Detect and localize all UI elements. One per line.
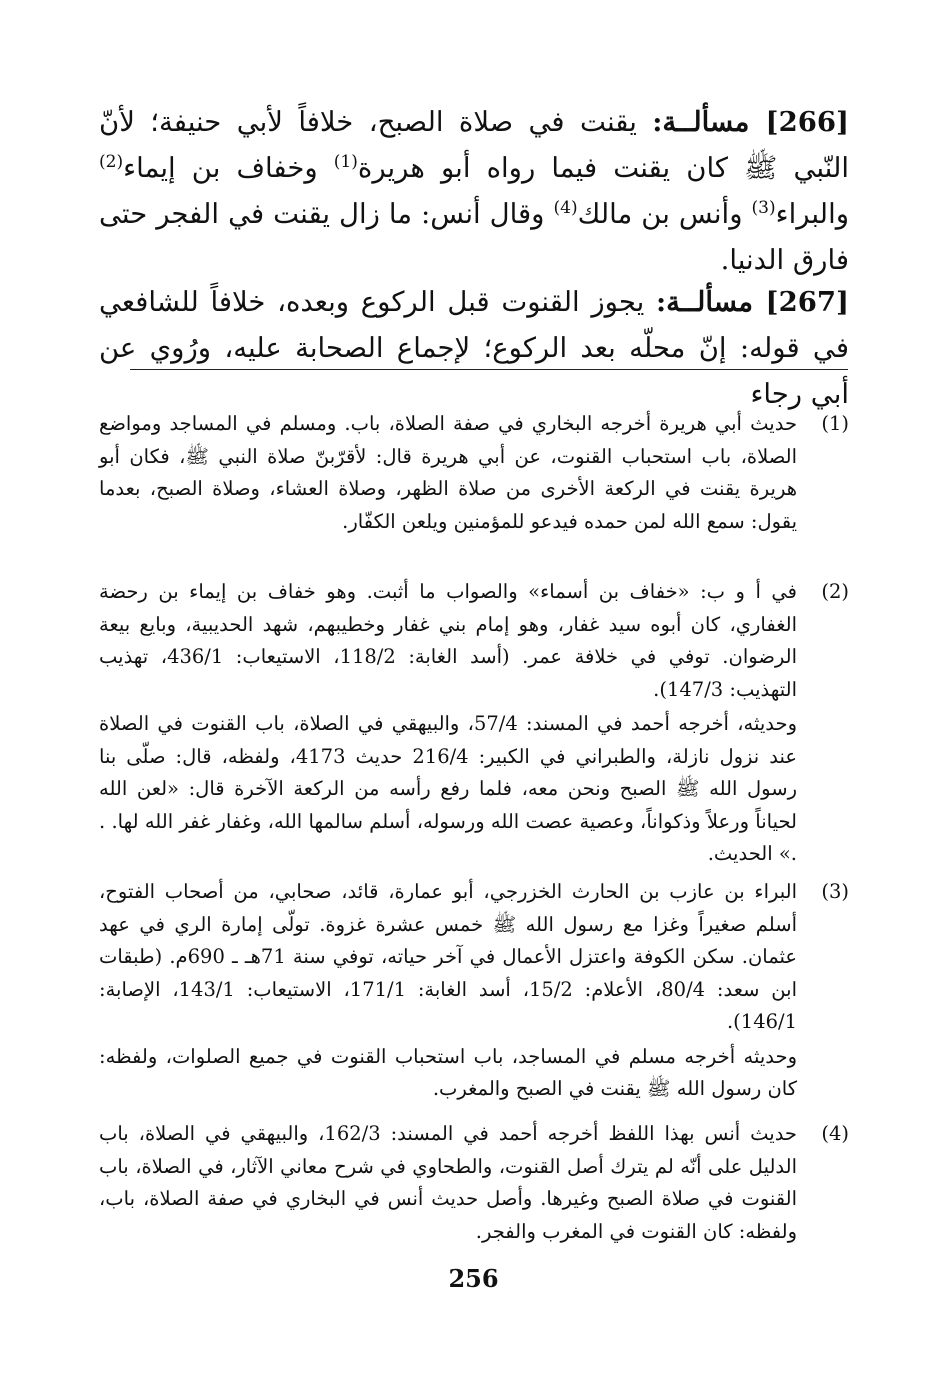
issue-text: يجوز القنوت قبل الركوع وبعده، خلافاً للشافعي في قوله: إنّ محلّه بعد الركوع؛ لإجماع الصحابة عليه، ورُوي عن أبي رجاء (99, 286, 849, 410)
footnote-ref: (2) (99, 151, 124, 172)
issue-text: وقال أنس: ما زال يقنت في الفجر حتى فارق الدنيا. (99, 198, 849, 276)
footnote-marker: (4) (821, 1122, 849, 1145)
footnote-2 (99, 576, 849, 871)
issue-text: يقنت في صلاة الصبح، خلافاً لأبي حنيفة؛ لأنّ النّبي ﷺ كان يقنت فيما رواه أبو هريرة (99, 106, 849, 184)
footnote-ref: (3) (751, 197, 776, 218)
footnote-paragraph: حديث أنس بهذا اللفظ أخرجه أحمد في المسند: 162/3، والبيهقي في الصلاة، باب الدليل على أنّه لم يترك أصل القنوت، والطحاوي في شرح معاني الآثار، في الصلاة، باب القنوت في صلاة الصبح وغيرها. وأصل حديث أنس في البخاري في صفة الصلاة، باب، ولفظه: كان القنوت في المغرب والفجر. (99, 1122, 797, 1243)
issue-number: [267] مسألــة: (655, 286, 849, 318)
issue-text: وأنس بن مالك (577, 198, 752, 230)
footnote-paragraph: حديث أبي هريرة أخرجه البخاري في صفة الصلاة، باب. ومسلم في المساجد ومواضع الصلاة، باب استحباب القنوت، عن أبي هريرة قال: لأقرّبنّ صلاة النبي ﷺ، فكان أبو هريرة يقنت في الركعة الأخرى من صلاة الظهر، وصلاة العشاء، وصلاة الصبح، بعدما يقول: سمع الله لمن حمده فيدعو للمؤمنين ويلعن الكفّار. (99, 412, 797, 533)
footnote-4 (99, 1118, 849, 1248)
issue-text: والبراء (775, 198, 849, 230)
footnote-marker: (2) (821, 580, 849, 603)
footnote-paragraph: وحديثه، أخرجه أحمد في المسند: 57/4، والبيهقي في الصلاة، باب القنوت في الصلاة عند نزول نازلة، والطبراني في الكبير: 216/4 حديث 4173، ولفظه، قال: صلّى بنا رسول الله ﷺ الصبح ونحن معه، فلما رفع رأسه من الركعة الآخرة قال: «لعن الله لحياناً ورعلاً وذكواناً، وعصية عصت الله ورسوله، أسلم سالمها الله، وغفار غفر الله لها. . .» الحديث. (99, 712, 797, 865)
issue-267 (99, 279, 849, 417)
footnote-separator (130, 369, 848, 370)
footnote-paragraph: البراء بن عازب بن الحارث الخزرجي، أبو عمارة، قائد، صحابي، من أصحاب الفتوح، أسلم صغيراً وغزا مع رسول الله ﷺ خمس عشرة غزوة. تولّى إمارة الري في عهد عثمان. سكن الكوفة واعتزل الأعمال في آخر حياته، توفي سنة 71هـ ـ 690م. (طبقات ابن سعد: 80/4، الأعلام: 15/2، أسد الغابة: 171/1، الاستيعاب: 143/1، الإصابة: 146/1). (99, 880, 798, 1033)
footnote-ref: (1) (333, 151, 358, 172)
footnote-paragraph: في أ و ب: «خفاف بن أسماء» والصواب ما أثبت. وهو خفاف بن إيماء بن رحضة الغفاري، كان أبوه سيد غفار، وهو إمام بني غفار وخطيبهم، شهد الحديبية، وبايع بيعة الرضوان. توفي في خلافة عمر. (أسد الغابة: 118/2، الاستيعاب: 436/1، تهذيب التهذيب: 147/3). (99, 580, 797, 701)
footnote-1 (99, 408, 849, 538)
issue-number: [266] مسألــة: (652, 106, 849, 138)
footnote-marker: (3) (821, 880, 849, 903)
issue-text: وخفاف بن إيماء (123, 152, 334, 184)
issue-266 (99, 99, 849, 283)
page-number: 256 (448, 1264, 499, 1293)
footnote-3 (99, 876, 849, 1106)
footnote-ref: (4) (553, 197, 578, 218)
footnote-marker: (1) (821, 412, 849, 435)
footnote-paragraph: وحديثه أخرجه مسلم في المساجد، باب استحباب القنوت في جميع الصلوات، ولفظه: كان رسول الله ﷺ يقنت في الصبح والمغرب. (99, 1044, 797, 1100)
